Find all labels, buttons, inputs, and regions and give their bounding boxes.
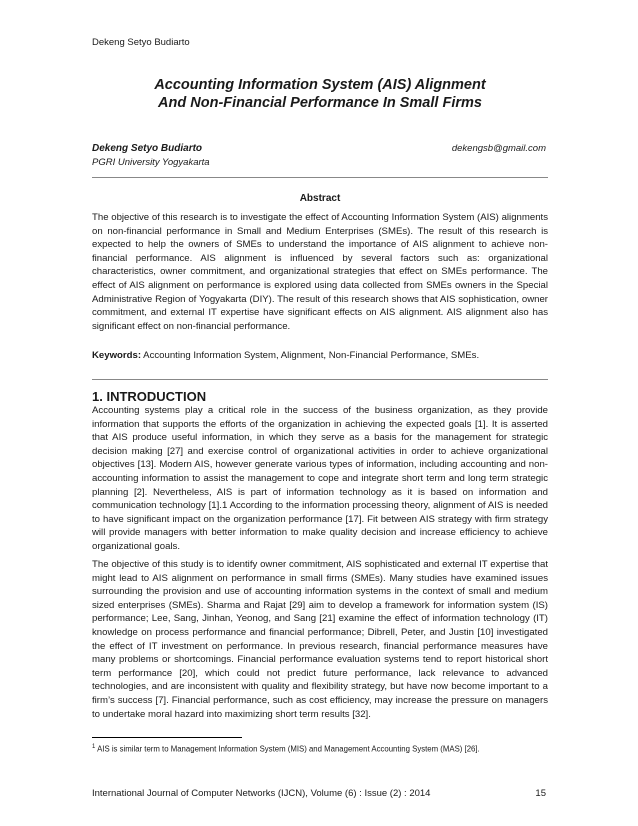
abstract-text: The objective of this research is to investigate the effect of Accounting Information System (AIS) alignments on non-financial performance in Small and Medium Enterprises (SMEs). The result of this research is expected to help the owners of SMEs to understand the importance of AIS alignment to achieve non-financial performance. AIS alignment is influenced by several factors such as: organizational characteristics, owner commitment, and organizational strategies that effect on SMEs performance. The effect of AIS alignment on performance is explored using data collected from SMEs owners in the Special Administrative Region of Yogyakarta (DIY). The result of this research shows that AIS sophistication, owner commitment, and external IT expertise have significant effects on AIS alignment. AIS alignment also has significant effect on non-financial performance. [92,212,548,332]
keywords [92,349,548,362]
intro-paragraph-1: Accounting systems play a critical role in the success of the business organization, as they provide information that supports the efforts of the organization in achieving the expected goals [1]. It is asserted that AIS produce useful information, in which they serve as a basis for the management for strategic decision making [27] and exercise control of organizational activities in order to achieve organizational objectives [13]. Modern AIS, however generate various types of information, including accounting and non-accounting information to assist the management to cope and integrate short term and long term strategic planning [2]. Nevertheless, AIS is part of information technology as it is based on information and communication technology [1].1 According to the information processing theory, alignment of AIS is needed to have significant impact on the organization performance [17]. Fit between AIS strategy with firm strategy will provide managers with better information to make quality decision and increase efficiency to achieve organizational goals. [92,405,548,552]
page-number: 15 [535,788,546,799]
footnote-rule [92,737,242,738]
author-name: Dekeng Setyo Budiarto [92,143,203,154]
author-affiliation: PGRI University Yogyakarta [92,157,210,168]
divider-top [92,177,548,178]
footnote [92,742,548,755]
author-email: dekengsb@gmail.com [451,143,546,154]
footnote-mark: 1 [92,744,96,750]
running-head: Dekeng Setyo Budiarto [92,37,190,48]
paper-title [92,76,548,112]
title-line-1: Accounting Information System (AIS) Alignment [154,77,486,93]
abstract-heading: Abstract [299,193,341,204]
title-line-2: And Non-Financial Performance In Small Firms [158,95,482,111]
keywords-text: Accounting Information System, Alignment, Non-Financial Performance, SMEs. [141,350,480,361]
intro-paragraph-2: The objective of this study is to identify owner commitment, AIS sophisticated and external IT expertise that might lead to AIS alignment on performance in small firms (SMEs). Many studies have examined issues surrounding the provision and use of accounting information systems in the context of small and medium sized enterprises (SMEs). Sharma and Rajat [29] aim to develop a framework for information system (IS) performance; Lee, Sang, Jinhan, Yeonog, and Sang [21] examine the effect of information technology (IT) knowledge on process performance and financial performance; Dibrell, Peter, and Justin [10] investigated the effect of IT investment on performance. In previous research, financial performance measures have many problems or shortcomings. Financial performance evaluation systems tend to report historical short term performance [20], which could not predict future performance, lack relevance to advanced technologies, and are inconsistent with quality and flexibility strategy, but have now become important to a firm’s success [7]. Financial performance, such as cost efficiency, may increase the pressure on managers to undertake moral hazard into maximizing short term results [32]. [92,559,548,720]
journal-footer: International Journal of Computer Networks (IJCN), Volume (6) : Issue (2) : 2014 [92,788,431,799]
divider-bottom [92,379,548,380]
keywords-label: Keywords: [92,350,142,361]
footnote-text: AIS is similar term to Management Information System (MIS) and Management Accounting System (MAS) [26]. [95,744,480,754]
section-heading: 1. INTRODUCTION [92,389,207,404]
